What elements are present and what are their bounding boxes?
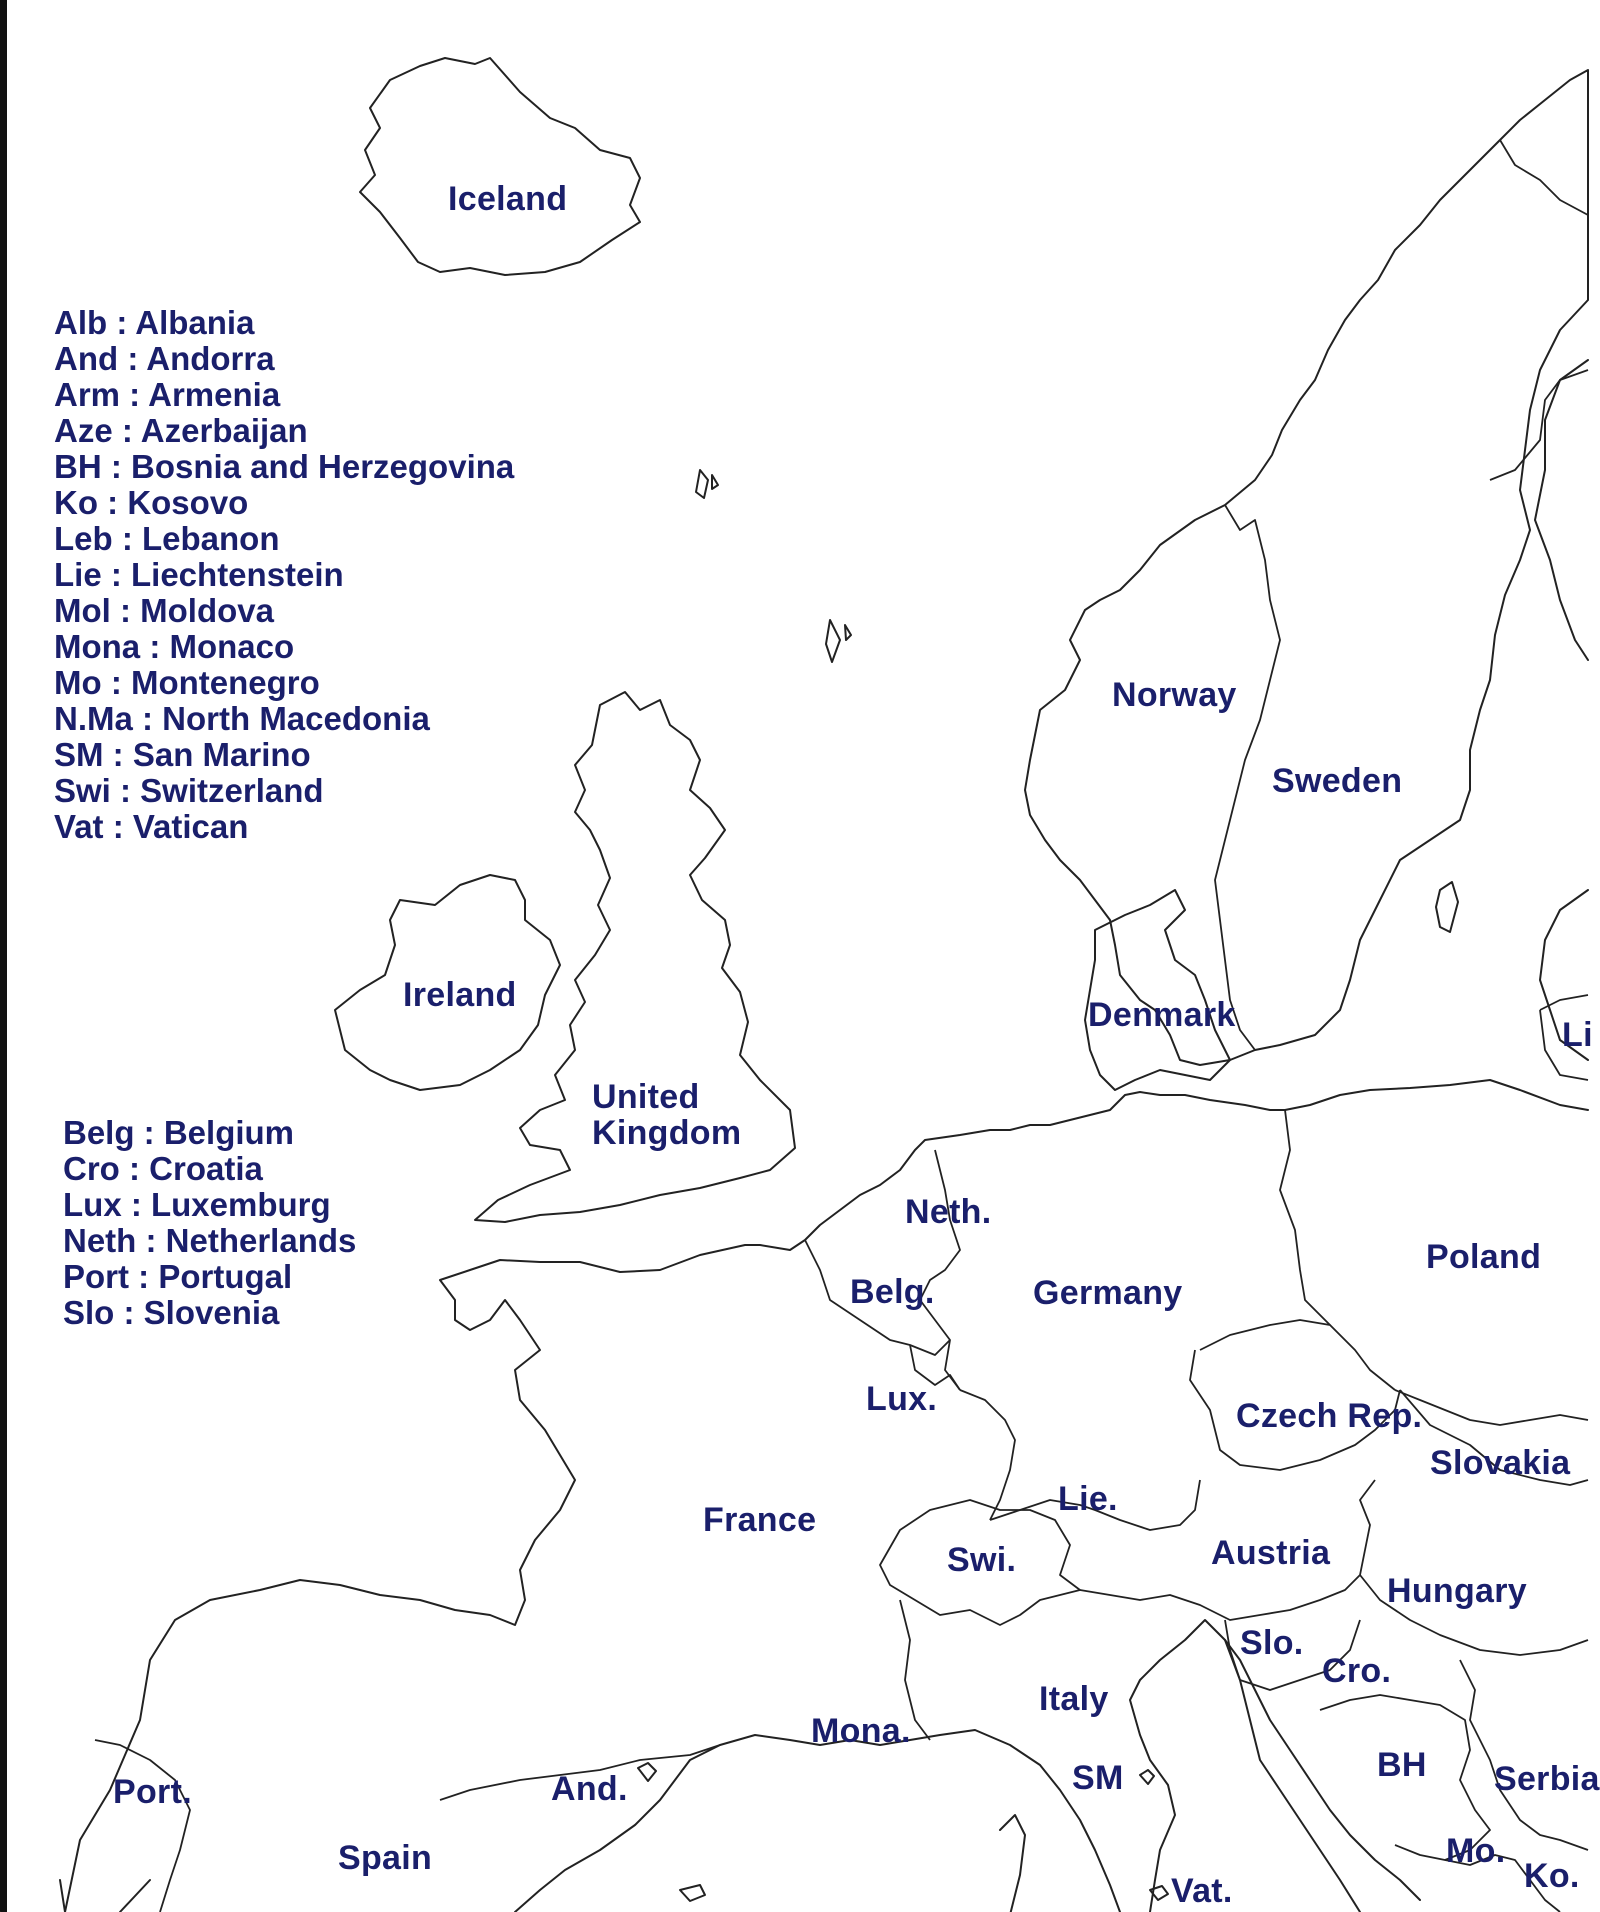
legend-item: Slo : Slovenia: [63, 1294, 280, 1331]
legend-item: N.Ma : North Macedonia: [54, 700, 430, 737]
label-monaco: Mona.: [811, 1712, 911, 1750]
border-serbia: [1460, 1660, 1588, 1850]
label-uk-line1: United: [592, 1078, 700, 1116]
legend-item: Aze : Azerbaijan: [54, 412, 308, 449]
label-denmark: Denmark: [1088, 996, 1236, 1034]
label-netherlands: Neth.: [905, 1193, 992, 1231]
legend-item: BH : Bosnia and Herzegovina: [54, 448, 515, 485]
label-hungary: Hungary: [1387, 1572, 1528, 1610]
denmark-outline: [1085, 890, 1230, 1090]
legend-item: Mol : Moldova: [54, 592, 274, 629]
label-spain: Spain: [338, 1839, 433, 1877]
label-italy: Italy: [1039, 1680, 1109, 1718]
legend-item: Ko : Kosovo: [54, 484, 249, 521]
legend-abbreviations-top: [54, 305, 514, 845]
scandinavia-outline: [1025, 70, 1588, 1065]
label-montenegro: Mo.: [1446, 1832, 1506, 1870]
label-france: France: [703, 1501, 817, 1539]
label-belgium: Belg.: [850, 1273, 935, 1311]
label-austria: Austria: [1211, 1534, 1331, 1572]
legend-item: Vat : Vatican: [54, 808, 249, 845]
legend-item: Lie : Liechtenstein: [54, 556, 344, 593]
legend-item: Cro : Croatia: [63, 1150, 263, 1187]
label-san-marino: SM: [1072, 1759, 1124, 1797]
border-neth-belg-germany: [920, 1150, 960, 1390]
legend-item: Belg : Belgium: [63, 1114, 295, 1151]
legend-item: Port : Portugal: [63, 1258, 293, 1295]
legend-item: Mona : Monaco: [54, 628, 295, 665]
label-luxembourg: Lux.: [866, 1380, 938, 1418]
label-slovenia: Slo.: [1240, 1624, 1304, 1662]
legend-abbreviations-bottom: [63, 1115, 356, 1331]
border-czech-poland: [1395, 1390, 1588, 1425]
label-uk-line2: Kingdom: [592, 1114, 742, 1152]
border-germany-poland: [1280, 1110, 1330, 1325]
label-andorra: And.: [551, 1770, 628, 1808]
legend-item: Alb : Albania: [54, 304, 255, 341]
label-czech: Czech Rep.: [1236, 1397, 1423, 1435]
legend-item: And : Andorra: [54, 340, 275, 377]
border-spain-portugal: [95, 1740, 190, 1912]
label-vatican: Vat.: [1171, 1872, 1233, 1910]
legend-item: Swi : Switzerland: [54, 772, 324, 809]
label-bosnia: BH: [1377, 1746, 1427, 1784]
label-ireland: Ireland: [403, 976, 517, 1014]
legend-item: SM : San Marino: [54, 736, 311, 773]
border-germany-czech: [1200, 1320, 1395, 1390]
label-serbia-partial: Serbia: [1494, 1760, 1600, 1798]
legend-item: Mo : Montenegro: [54, 664, 320, 701]
label-croatia: Cro.: [1322, 1652, 1392, 1690]
legend-item: Leb : Lebanon: [54, 520, 280, 557]
label-portugal: Port.: [113, 1773, 192, 1811]
label-poland: Poland: [1426, 1238, 1542, 1276]
label-liechtenstein: Lie.: [1058, 1480, 1118, 1518]
label-norway: Norway: [1112, 676, 1237, 714]
label-germany: Germany: [1033, 1274, 1183, 1312]
label-lithuania-partial: Li: [1562, 1016, 1593, 1054]
legend-item: Arm : Armenia: [54, 376, 281, 413]
label-iceland: Iceland: [448, 180, 568, 218]
label-switzerland: Swi.: [947, 1541, 1017, 1579]
label-sweden: Sweden: [1272, 762, 1403, 800]
label-slovakia: Slovakia: [1430, 1444, 1571, 1482]
iceland-outline: [360, 58, 640, 275]
legend-item: Lux : Luxemburg: [63, 1186, 331, 1223]
legend-item: Neth : Netherlands: [63, 1222, 357, 1259]
label-kosovo: Ko.: [1524, 1857, 1580, 1895]
